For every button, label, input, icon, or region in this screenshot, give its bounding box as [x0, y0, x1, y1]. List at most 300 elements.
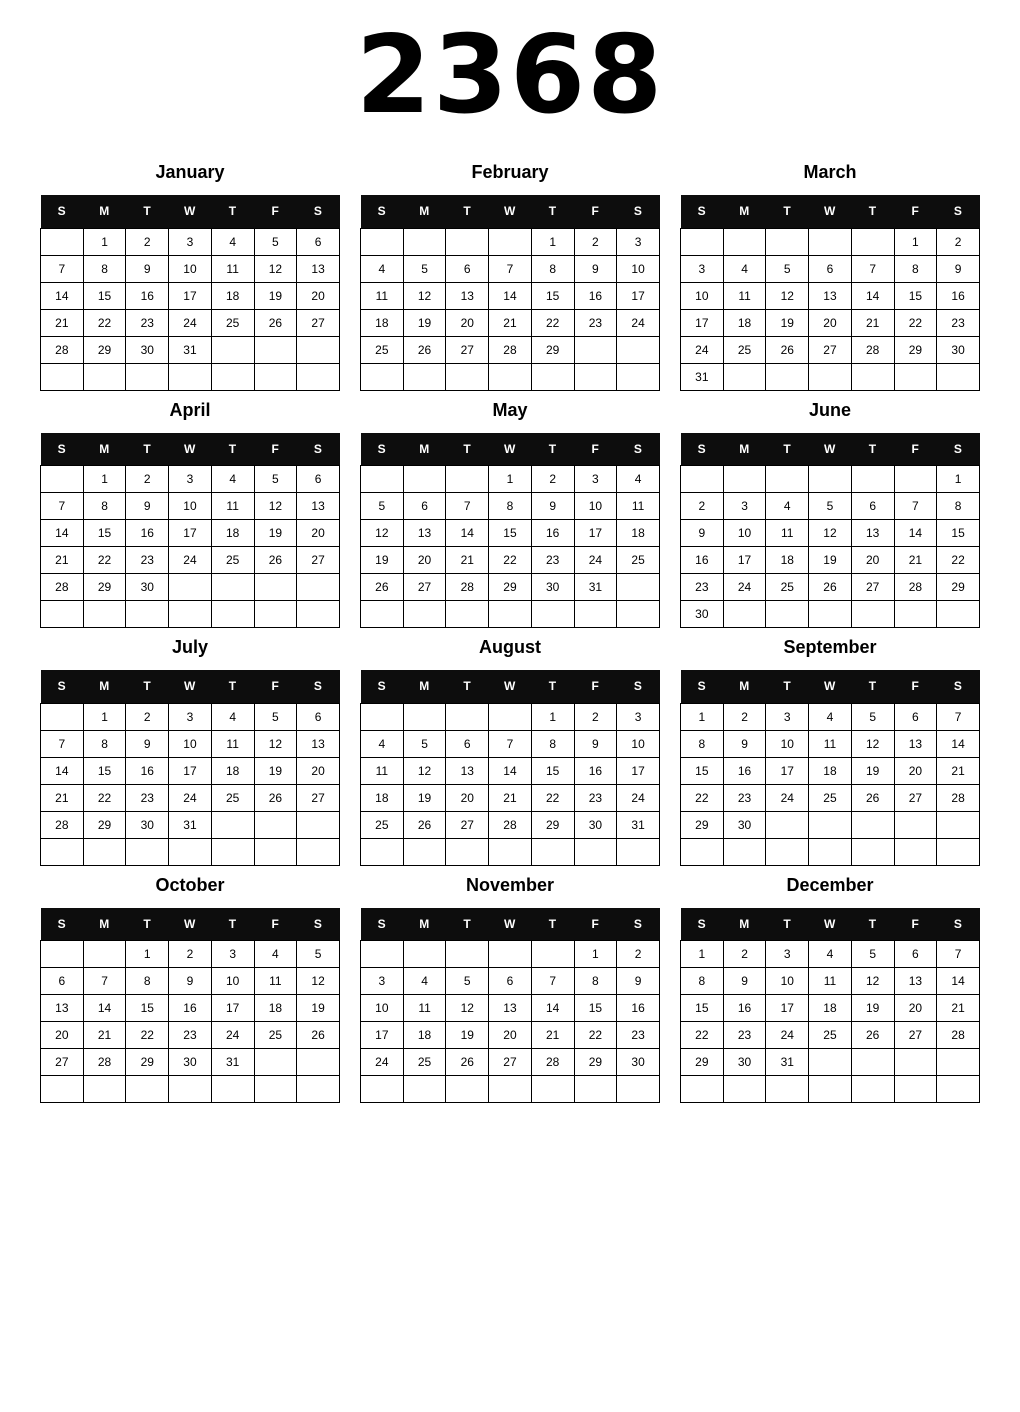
day-cell[interactable]: 28 [894, 574, 937, 601]
day-cell[interactable]: 6 [297, 703, 340, 730]
day-cell[interactable]: 17 [766, 995, 809, 1022]
day-cell[interactable]: 27 [297, 309, 340, 336]
day-cell[interactable]: 10 [681, 282, 724, 309]
day-cell[interactable]: 27 [297, 547, 340, 574]
day-cell[interactable]: 3 [211, 941, 254, 968]
day-cell[interactable]: 20 [894, 757, 937, 784]
day-cell[interactable]: 18 [809, 995, 852, 1022]
day-cell[interactable]: 1 [489, 466, 532, 493]
day-cell[interactable]: 4 [361, 730, 404, 757]
day-cell[interactable]: 26 [254, 784, 297, 811]
day-cell[interactable]: 5 [254, 703, 297, 730]
day-cell[interactable]: 24 [574, 547, 617, 574]
day-cell[interactable]: 9 [126, 493, 169, 520]
day-cell[interactable]: 14 [83, 995, 126, 1022]
day-cell[interactable]: 6 [41, 968, 84, 995]
day-cell[interactable]: 21 [531, 1022, 574, 1049]
day-cell[interactable]: 5 [361, 493, 404, 520]
day-cell[interactable]: 18 [403, 1022, 446, 1049]
day-cell[interactable]: 6 [894, 941, 937, 968]
day-cell[interactable]: 14 [894, 520, 937, 547]
day-cell[interactable]: 9 [169, 968, 212, 995]
day-cell[interactable]: 10 [723, 520, 766, 547]
day-cell[interactable]: 16 [574, 282, 617, 309]
day-cell[interactable]: 27 [851, 574, 894, 601]
day-cell[interactable]: 5 [297, 941, 340, 968]
day-cell[interactable]: 21 [41, 547, 84, 574]
day-cell[interactable]: 21 [489, 309, 532, 336]
day-cell[interactable]: 26 [766, 336, 809, 363]
day-cell[interactable]: 15 [126, 995, 169, 1022]
day-cell[interactable]: 15 [681, 757, 724, 784]
day-cell[interactable]: 12 [254, 255, 297, 282]
day-cell[interactable]: 8 [126, 968, 169, 995]
day-cell[interactable]: 23 [937, 309, 980, 336]
day-cell[interactable]: 21 [851, 309, 894, 336]
day-cell[interactable]: 15 [489, 520, 532, 547]
day-cell[interactable]: 7 [83, 968, 126, 995]
day-cell[interactable]: 30 [574, 811, 617, 838]
day-cell[interactable]: 7 [446, 493, 489, 520]
day-cell[interactable]: 19 [403, 784, 446, 811]
day-cell[interactable]: 30 [937, 336, 980, 363]
day-cell[interactable]: 6 [446, 730, 489, 757]
day-cell[interactable]: 17 [211, 995, 254, 1022]
day-cell[interactable]: 30 [723, 1049, 766, 1076]
day-cell[interactable]: 25 [809, 1022, 852, 1049]
day-cell[interactable]: 15 [531, 282, 574, 309]
day-cell[interactable]: 29 [83, 811, 126, 838]
day-cell[interactable]: 23 [723, 1022, 766, 1049]
day-cell[interactable]: 9 [574, 730, 617, 757]
day-cell[interactable]: 29 [83, 574, 126, 601]
day-cell[interactable]: 14 [446, 520, 489, 547]
day-cell[interactable]: 16 [723, 995, 766, 1022]
day-cell[interactable]: 20 [851, 547, 894, 574]
day-cell[interactable]: 14 [531, 995, 574, 1022]
day-cell[interactable]: 29 [894, 336, 937, 363]
day-cell[interactable]: 29 [681, 1049, 724, 1076]
day-cell[interactable]: 13 [297, 730, 340, 757]
day-cell[interactable]: 15 [894, 282, 937, 309]
day-cell[interactable]: 11 [211, 255, 254, 282]
day-cell[interactable]: 26 [254, 309, 297, 336]
day-cell[interactable]: 20 [809, 309, 852, 336]
day-cell[interactable]: 12 [403, 757, 446, 784]
day-cell[interactable]: 18 [211, 757, 254, 784]
day-cell[interactable]: 22 [83, 309, 126, 336]
day-cell[interactable]: 28 [41, 336, 84, 363]
day-cell[interactable]: 3 [169, 703, 212, 730]
day-cell[interactable]: 22 [489, 547, 532, 574]
day-cell[interactable]: 22 [937, 547, 980, 574]
day-cell[interactable]: 2 [574, 703, 617, 730]
day-cell[interactable]: 5 [254, 466, 297, 493]
day-cell[interactable]: 4 [723, 255, 766, 282]
day-cell[interactable]: 10 [361, 995, 404, 1022]
day-cell[interactable]: 28 [41, 574, 84, 601]
day-cell[interactable]: 10 [617, 730, 660, 757]
day-cell[interactable]: 6 [297, 466, 340, 493]
day-cell[interactable]: 16 [723, 757, 766, 784]
day-cell[interactable]: 4 [211, 703, 254, 730]
day-cell[interactable]: 17 [617, 282, 660, 309]
day-cell[interactable]: 11 [211, 493, 254, 520]
day-cell[interactable]: 30 [617, 1049, 660, 1076]
day-cell[interactable]: 19 [851, 995, 894, 1022]
day-cell[interactable]: 13 [809, 282, 852, 309]
day-cell[interactable]: 4 [766, 493, 809, 520]
day-cell[interactable]: 23 [723, 784, 766, 811]
day-cell[interactable]: 30 [723, 811, 766, 838]
day-cell[interactable]: 7 [41, 493, 84, 520]
day-cell[interactable]: 8 [937, 493, 980, 520]
day-cell[interactable]: 2 [617, 941, 660, 968]
day-cell[interactable]: 29 [83, 336, 126, 363]
day-cell[interactable]: 18 [361, 309, 404, 336]
day-cell[interactable]: 23 [681, 574, 724, 601]
day-cell[interactable]: 12 [851, 968, 894, 995]
day-cell[interactable]: 2 [126, 228, 169, 255]
day-cell[interactable]: 19 [851, 757, 894, 784]
day-cell[interactable]: 27 [809, 336, 852, 363]
day-cell[interactable]: 18 [211, 520, 254, 547]
day-cell[interactable]: 2 [937, 228, 980, 255]
day-cell[interactable]: 1 [681, 703, 724, 730]
day-cell[interactable]: 20 [489, 1022, 532, 1049]
day-cell[interactable]: 11 [766, 520, 809, 547]
day-cell[interactable]: 21 [41, 784, 84, 811]
day-cell[interactable]: 26 [297, 1022, 340, 1049]
day-cell[interactable]: 22 [894, 309, 937, 336]
day-cell[interactable]: 12 [361, 520, 404, 547]
day-cell[interactable]: 14 [851, 282, 894, 309]
day-cell[interactable]: 9 [681, 520, 724, 547]
day-cell[interactable]: 5 [851, 703, 894, 730]
day-cell[interactable]: 2 [531, 466, 574, 493]
day-cell[interactable]: 12 [254, 730, 297, 757]
day-cell[interactable]: 1 [83, 703, 126, 730]
day-cell[interactable]: 24 [169, 784, 212, 811]
day-cell[interactable]: 24 [169, 309, 212, 336]
day-cell[interactable]: 7 [41, 730, 84, 757]
day-cell[interactable]: 27 [403, 574, 446, 601]
day-cell[interactable]: 24 [766, 1022, 809, 1049]
day-cell[interactable]: 10 [169, 255, 212, 282]
day-cell[interactable]: 27 [489, 1049, 532, 1076]
day-cell[interactable]: 31 [169, 811, 212, 838]
day-cell[interactable]: 11 [809, 968, 852, 995]
day-cell[interactable]: 2 [723, 941, 766, 968]
day-cell[interactable]: 12 [254, 493, 297, 520]
day-cell[interactable]: 3 [169, 228, 212, 255]
day-cell[interactable]: 22 [574, 1022, 617, 1049]
day-cell[interactable]: 26 [254, 547, 297, 574]
day-cell[interactable]: 2 [723, 703, 766, 730]
day-cell[interactable]: 28 [446, 574, 489, 601]
day-cell[interactable]: 21 [83, 1022, 126, 1049]
day-cell[interactable]: 10 [574, 493, 617, 520]
day-cell[interactable]: 20 [297, 757, 340, 784]
day-cell[interactable]: 1 [83, 466, 126, 493]
day-cell[interactable]: 23 [617, 1022, 660, 1049]
day-cell[interactable]: 26 [403, 336, 446, 363]
day-cell[interactable]: 20 [403, 547, 446, 574]
day-cell[interactable]: 10 [169, 493, 212, 520]
day-cell[interactable]: 16 [126, 757, 169, 784]
day-cell[interactable]: 25 [617, 547, 660, 574]
day-cell[interactable]: 4 [403, 968, 446, 995]
day-cell[interactable]: 10 [617, 255, 660, 282]
day-cell[interactable]: 27 [894, 784, 937, 811]
day-cell[interactable]: 16 [681, 547, 724, 574]
day-cell[interactable]: 16 [574, 757, 617, 784]
day-cell[interactable]: 19 [809, 547, 852, 574]
day-cell[interactable]: 17 [169, 520, 212, 547]
day-cell[interactable]: 9 [531, 493, 574, 520]
day-cell[interactable]: 6 [446, 255, 489, 282]
day-cell[interactable]: 18 [617, 520, 660, 547]
day-cell[interactable]: 21 [894, 547, 937, 574]
day-cell[interactable]: 6 [809, 255, 852, 282]
day-cell[interactable]: 26 [446, 1049, 489, 1076]
day-cell[interactable]: 19 [446, 1022, 489, 1049]
day-cell[interactable]: 22 [531, 309, 574, 336]
day-cell[interactable]: 21 [41, 309, 84, 336]
day-cell[interactable]: 4 [809, 703, 852, 730]
day-cell[interactable]: 29 [531, 336, 574, 363]
day-cell[interactable]: 12 [851, 730, 894, 757]
day-cell[interactable]: 12 [809, 520, 852, 547]
day-cell[interactable]: 2 [169, 941, 212, 968]
day-cell[interactable]: 8 [83, 730, 126, 757]
day-cell[interactable]: 25 [809, 784, 852, 811]
day-cell[interactable]: 20 [894, 995, 937, 1022]
day-cell[interactable]: 15 [83, 757, 126, 784]
day-cell[interactable]: 28 [851, 336, 894, 363]
day-cell[interactable]: 24 [361, 1049, 404, 1076]
day-cell[interactable]: 6 [851, 493, 894, 520]
day-cell[interactable]: 22 [681, 784, 724, 811]
day-cell[interactable]: 8 [489, 493, 532, 520]
day-cell[interactable]: 14 [937, 968, 980, 995]
day-cell[interactable]: 16 [169, 995, 212, 1022]
day-cell[interactable]: 8 [531, 730, 574, 757]
day-cell[interactable]: 7 [851, 255, 894, 282]
day-cell[interactable]: 22 [83, 784, 126, 811]
day-cell[interactable]: 17 [361, 1022, 404, 1049]
day-cell[interactable]: 7 [937, 941, 980, 968]
day-cell[interactable]: 31 [617, 811, 660, 838]
day-cell[interactable]: 25 [361, 811, 404, 838]
day-cell[interactable]: 8 [894, 255, 937, 282]
day-cell[interactable]: 13 [297, 255, 340, 282]
day-cell[interactable]: 15 [83, 282, 126, 309]
day-cell[interactable]: 1 [681, 941, 724, 968]
day-cell[interactable]: 26 [851, 784, 894, 811]
day-cell[interactable]: 8 [83, 493, 126, 520]
day-cell[interactable]: 24 [766, 784, 809, 811]
day-cell[interactable]: 15 [681, 995, 724, 1022]
day-cell[interactable]: 11 [723, 282, 766, 309]
day-cell[interactable]: 9 [574, 255, 617, 282]
day-cell[interactable]: 27 [41, 1049, 84, 1076]
day-cell[interactable]: 17 [169, 282, 212, 309]
day-cell[interactable]: 1 [574, 941, 617, 968]
day-cell[interactable]: 2 [574, 228, 617, 255]
day-cell[interactable]: 24 [211, 1022, 254, 1049]
day-cell[interactable]: 12 [766, 282, 809, 309]
day-cell[interactable]: 16 [126, 520, 169, 547]
day-cell[interactable]: 13 [894, 968, 937, 995]
day-cell[interactable]: 15 [937, 520, 980, 547]
day-cell[interactable]: 25 [211, 784, 254, 811]
day-cell[interactable]: 3 [617, 228, 660, 255]
day-cell[interactable]: 5 [851, 941, 894, 968]
day-cell[interactable]: 31 [681, 363, 724, 390]
day-cell[interactable]: 3 [169, 466, 212, 493]
day-cell[interactable]: 29 [489, 574, 532, 601]
day-cell[interactable]: 27 [894, 1022, 937, 1049]
day-cell[interactable]: 10 [766, 968, 809, 995]
day-cell[interactable]: 21 [446, 547, 489, 574]
day-cell[interactable]: 23 [169, 1022, 212, 1049]
day-cell[interactable]: 7 [489, 255, 532, 282]
day-cell[interactable]: 14 [41, 520, 84, 547]
day-cell[interactable]: 2 [126, 703, 169, 730]
day-cell[interactable]: 19 [254, 282, 297, 309]
day-cell[interactable]: 11 [361, 282, 404, 309]
day-cell[interactable]: 11 [403, 995, 446, 1022]
day-cell[interactable]: 31 [574, 574, 617, 601]
day-cell[interactable]: 25 [403, 1049, 446, 1076]
day-cell[interactable]: 8 [531, 255, 574, 282]
day-cell[interactable]: 13 [403, 520, 446, 547]
day-cell[interactable]: 25 [211, 309, 254, 336]
day-cell[interactable]: 23 [126, 784, 169, 811]
day-cell[interactable]: 8 [83, 255, 126, 282]
day-cell[interactable]: 14 [41, 757, 84, 784]
day-cell[interactable]: 19 [403, 309, 446, 336]
day-cell[interactable]: 13 [446, 757, 489, 784]
day-cell[interactable]: 8 [681, 730, 724, 757]
day-cell[interactable]: 21 [937, 995, 980, 1022]
day-cell[interactable]: 1 [531, 703, 574, 730]
day-cell[interactable]: 20 [297, 520, 340, 547]
day-cell[interactable]: 2 [126, 466, 169, 493]
day-cell[interactable]: 13 [851, 520, 894, 547]
day-cell[interactable]: 30 [169, 1049, 212, 1076]
day-cell[interactable]: 19 [254, 520, 297, 547]
day-cell[interactable]: 27 [446, 811, 489, 838]
day-cell[interactable]: 6 [297, 228, 340, 255]
day-cell[interactable]: 9 [126, 255, 169, 282]
day-cell[interactable]: 4 [809, 941, 852, 968]
day-cell[interactable]: 31 [766, 1049, 809, 1076]
day-cell[interactable]: 1 [126, 941, 169, 968]
day-cell[interactable]: 4 [617, 466, 660, 493]
day-cell[interactable]: 3 [766, 703, 809, 730]
day-cell[interactable]: 13 [489, 995, 532, 1022]
day-cell[interactable]: 18 [766, 547, 809, 574]
day-cell[interactable]: 26 [851, 1022, 894, 1049]
day-cell[interactable]: 1 [937, 466, 980, 493]
day-cell[interactable]: 23 [126, 309, 169, 336]
day-cell[interactable]: 14 [937, 730, 980, 757]
day-cell[interactable]: 26 [403, 811, 446, 838]
day-cell[interactable]: 5 [446, 968, 489, 995]
day-cell[interactable]: 29 [937, 574, 980, 601]
day-cell[interactable]: 21 [937, 757, 980, 784]
day-cell[interactable]: 5 [809, 493, 852, 520]
day-cell[interactable]: 3 [723, 493, 766, 520]
day-cell[interactable]: 18 [723, 309, 766, 336]
day-cell[interactable]: 12 [297, 968, 340, 995]
day-cell[interactable]: 28 [489, 336, 532, 363]
day-cell[interactable]: 13 [297, 493, 340, 520]
day-cell[interactable]: 18 [254, 995, 297, 1022]
day-cell[interactable]: 19 [254, 757, 297, 784]
day-cell[interactable]: 17 [617, 757, 660, 784]
day-cell[interactable]: 9 [937, 255, 980, 282]
day-cell[interactable]: 22 [681, 1022, 724, 1049]
day-cell[interactable]: 31 [211, 1049, 254, 1076]
day-cell[interactable]: 7 [531, 968, 574, 995]
day-cell[interactable]: 16 [617, 995, 660, 1022]
day-cell[interactable]: 26 [809, 574, 852, 601]
day-cell[interactable]: 5 [403, 255, 446, 282]
day-cell[interactable]: 14 [489, 757, 532, 784]
day-cell[interactable]: 22 [83, 547, 126, 574]
day-cell[interactable]: 26 [361, 574, 404, 601]
day-cell[interactable]: 4 [211, 466, 254, 493]
day-cell[interactable]: 15 [574, 995, 617, 1022]
day-cell[interactable]: 17 [723, 547, 766, 574]
day-cell[interactable]: 29 [681, 811, 724, 838]
day-cell[interactable]: 24 [617, 309, 660, 336]
day-cell[interactable]: 22 [126, 1022, 169, 1049]
day-cell[interactable]: 29 [574, 1049, 617, 1076]
day-cell[interactable]: 10 [766, 730, 809, 757]
day-cell[interactable]: 4 [254, 941, 297, 968]
day-cell[interactable]: 5 [766, 255, 809, 282]
day-cell[interactable]: 9 [126, 730, 169, 757]
day-cell[interactable]: 24 [617, 784, 660, 811]
day-cell[interactable]: 22 [531, 784, 574, 811]
day-cell[interactable]: 17 [574, 520, 617, 547]
day-cell[interactable]: 27 [297, 784, 340, 811]
day-cell[interactable]: 16 [126, 282, 169, 309]
day-cell[interactable]: 6 [403, 493, 446, 520]
day-cell[interactable]: 11 [211, 730, 254, 757]
day-cell[interactable]: 7 [41, 255, 84, 282]
day-cell[interactable]: 13 [41, 995, 84, 1022]
day-cell[interactable]: 8 [681, 968, 724, 995]
day-cell[interactable]: 14 [41, 282, 84, 309]
day-cell[interactable]: 1 [531, 228, 574, 255]
day-cell[interactable]: 20 [41, 1022, 84, 1049]
day-cell[interactable]: 23 [574, 784, 617, 811]
day-cell[interactable]: 16 [531, 520, 574, 547]
day-cell[interactable]: 2 [681, 493, 724, 520]
day-cell[interactable]: 25 [254, 1022, 297, 1049]
day-cell[interactable]: 25 [211, 547, 254, 574]
day-cell[interactable]: 11 [361, 757, 404, 784]
day-cell[interactable]: 28 [937, 784, 980, 811]
day-cell[interactable]: 5 [403, 730, 446, 757]
day-cell[interactable]: 3 [766, 941, 809, 968]
day-cell[interactable]: 4 [211, 228, 254, 255]
